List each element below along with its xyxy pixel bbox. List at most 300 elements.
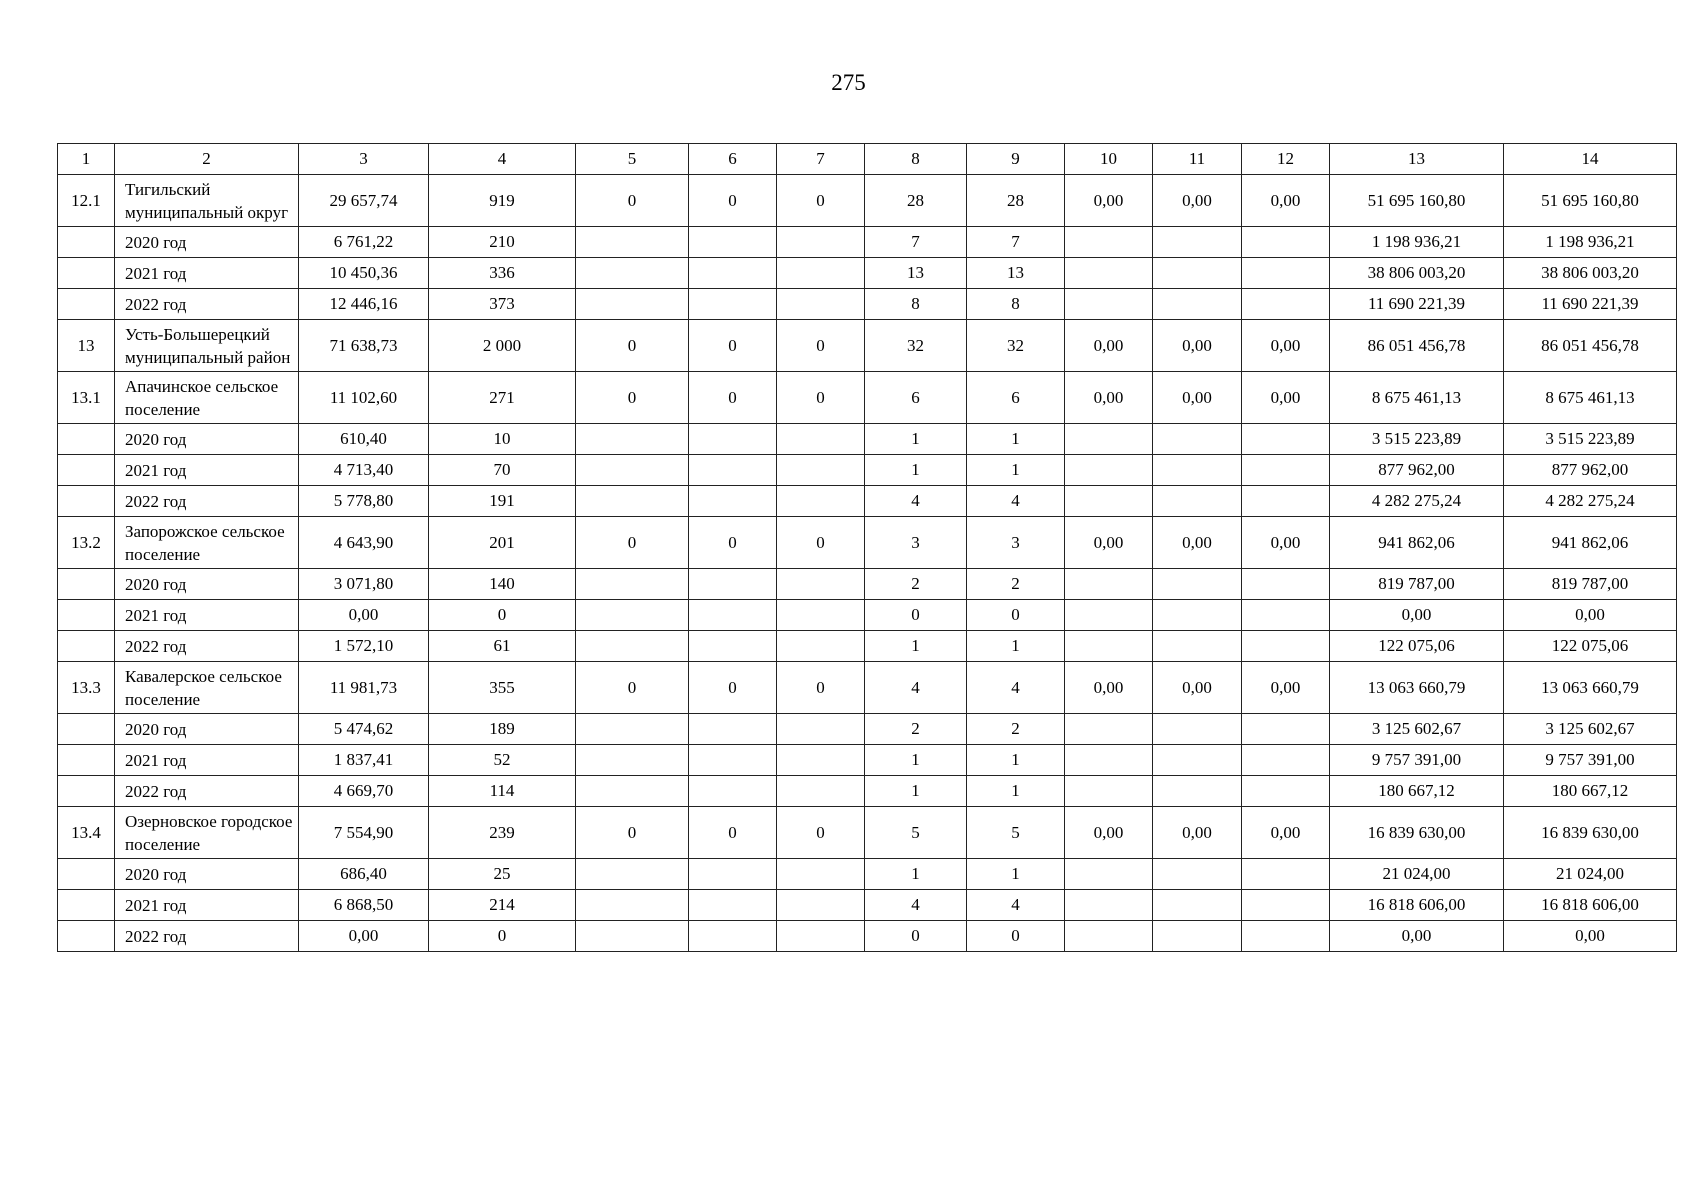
value-cell — [777, 569, 865, 600]
value-cell: 4 — [865, 662, 967, 714]
value-cell: 941 862,06 — [1504, 517, 1677, 569]
value-cell: 239 — [429, 807, 576, 859]
value-cell: 2 — [865, 714, 967, 745]
value-cell — [1153, 714, 1242, 745]
value-cell — [1242, 859, 1330, 890]
value-cell: 21 024,00 — [1504, 859, 1677, 890]
value-cell: 0,00 — [1153, 807, 1242, 859]
value-cell: 9 757 391,00 — [1330, 745, 1504, 776]
value-cell — [777, 631, 865, 662]
value-cell: 0 — [576, 662, 689, 714]
page-number: 275 — [831, 70, 866, 95]
name-cell: 2021 год — [115, 890, 299, 921]
value-cell — [1242, 227, 1330, 258]
column-number-cell: 3 — [299, 144, 429, 175]
row-number-cell — [58, 631, 115, 662]
value-cell: 1 — [967, 776, 1065, 807]
value-cell — [689, 745, 777, 776]
value-cell: 0 — [777, 517, 865, 569]
value-cell — [1065, 714, 1153, 745]
row-number-cell: 13.2 — [58, 517, 115, 569]
value-cell: 4 282 275,24 — [1330, 486, 1504, 517]
value-cell: 0 — [689, 320, 777, 372]
value-cell: 52 — [429, 745, 576, 776]
value-cell: 0,00 — [1065, 175, 1153, 227]
value-cell: 1 572,10 — [299, 631, 429, 662]
name-cell: 2022 год — [115, 486, 299, 517]
value-cell: 0,00 — [1065, 372, 1153, 424]
value-cell: 0,00 — [1065, 517, 1153, 569]
value-cell: 16 818 606,00 — [1504, 890, 1677, 921]
row-number-cell — [58, 776, 115, 807]
value-cell: 51 695 160,80 — [1330, 175, 1504, 227]
value-cell — [576, 258, 689, 289]
value-cell: 0,00 — [1242, 320, 1330, 372]
value-cell: 1 198 936,21 — [1330, 227, 1504, 258]
name-cell: 2022 год — [115, 631, 299, 662]
value-cell — [1065, 569, 1153, 600]
name-cell: 2021 год — [115, 745, 299, 776]
value-cell — [1242, 745, 1330, 776]
value-cell — [689, 890, 777, 921]
value-cell — [1153, 289, 1242, 320]
value-cell: 0,00 — [1153, 662, 1242, 714]
value-cell: 819 787,00 — [1504, 569, 1677, 600]
value-cell: 4 — [865, 890, 967, 921]
value-cell — [689, 600, 777, 631]
value-cell: 61 — [429, 631, 576, 662]
value-cell: 941 862,06 — [1330, 517, 1504, 569]
row-number-cell: 13 — [58, 320, 115, 372]
row-number-cell — [58, 600, 115, 631]
value-cell — [576, 424, 689, 455]
year-row — [58, 455, 1677, 486]
name-cell: Тигильский муниципальный округ — [115, 175, 299, 227]
column-number-cell: 7 — [777, 144, 865, 175]
year-row — [58, 631, 1677, 662]
value-cell: 5 — [865, 807, 967, 859]
value-cell: 180 667,12 — [1330, 776, 1504, 807]
value-cell — [1242, 631, 1330, 662]
value-cell: 2 000 — [429, 320, 576, 372]
column-number-cell: 1 — [58, 144, 115, 175]
value-cell: 0 — [777, 662, 865, 714]
value-cell: 6 761,22 — [299, 227, 429, 258]
value-cell: 0 — [576, 175, 689, 227]
value-cell: 610,40 — [299, 424, 429, 455]
value-cell — [576, 455, 689, 486]
row-number-cell — [58, 714, 115, 745]
value-cell: 0 — [576, 517, 689, 569]
value-cell: 4 — [865, 486, 967, 517]
column-number-cell: 14 — [1504, 144, 1677, 175]
value-cell: 180 667,12 — [1504, 776, 1677, 807]
row-number-cell — [58, 455, 115, 486]
value-cell: 1 — [967, 455, 1065, 486]
value-cell — [689, 569, 777, 600]
name-cell: Кавалерское сельское поселение — [115, 662, 299, 714]
value-cell: 0 — [689, 372, 777, 424]
value-cell: 4 669,70 — [299, 776, 429, 807]
value-cell: 1 — [865, 631, 967, 662]
value-cell: 0 — [865, 921, 967, 952]
value-cell: 2 — [967, 569, 1065, 600]
value-cell — [576, 600, 689, 631]
value-cell: 10 450,36 — [299, 258, 429, 289]
value-cell — [576, 745, 689, 776]
value-cell: 4 — [967, 662, 1065, 714]
value-cell: 2 — [865, 569, 967, 600]
value-cell: 38 806 003,20 — [1504, 258, 1677, 289]
value-cell — [777, 486, 865, 517]
territory-row — [58, 175, 1677, 227]
value-cell — [689, 776, 777, 807]
value-cell: 11 102,60 — [299, 372, 429, 424]
value-cell — [1153, 455, 1242, 486]
value-cell: 32 — [967, 320, 1065, 372]
row-number-cell — [58, 424, 115, 455]
value-cell — [1242, 600, 1330, 631]
value-cell — [1242, 258, 1330, 289]
year-row — [58, 890, 1677, 921]
column-number-cell: 13 — [1330, 144, 1504, 175]
column-number-cell: 12 — [1242, 144, 1330, 175]
value-cell — [1153, 890, 1242, 921]
value-cell: 0,00 — [1242, 807, 1330, 859]
row-number-cell — [58, 289, 115, 320]
row-number-cell: 13.3 — [58, 662, 115, 714]
value-cell: 877 962,00 — [1330, 455, 1504, 486]
value-cell: 21 024,00 — [1330, 859, 1504, 890]
territory-row — [58, 662, 1677, 714]
value-cell: 201 — [429, 517, 576, 569]
name-cell: 2022 год — [115, 921, 299, 952]
value-cell — [777, 424, 865, 455]
name-cell: 2020 год — [115, 227, 299, 258]
territory-row — [58, 320, 1677, 372]
value-cell: 3 125 602,67 — [1330, 714, 1504, 745]
column-number-cell: 4 — [429, 144, 576, 175]
territory-row — [58, 807, 1677, 859]
value-cell — [1065, 289, 1153, 320]
year-row — [58, 486, 1677, 517]
value-cell: 12 446,16 — [299, 289, 429, 320]
value-cell: 0 — [689, 807, 777, 859]
value-cell: 0 — [576, 372, 689, 424]
row-number-cell — [58, 569, 115, 600]
value-cell: 189 — [429, 714, 576, 745]
year-row — [58, 569, 1677, 600]
value-cell: 1 198 936,21 — [1504, 227, 1677, 258]
value-cell: 16 839 630,00 — [1504, 807, 1677, 859]
value-cell: 0 — [576, 320, 689, 372]
value-cell: 1 837,41 — [299, 745, 429, 776]
value-cell: 0,00 — [1504, 600, 1677, 631]
value-cell: 210 — [429, 227, 576, 258]
value-cell — [1153, 631, 1242, 662]
value-cell: 0,00 — [299, 600, 429, 631]
value-cell: 3 515 223,89 — [1504, 424, 1677, 455]
value-cell — [1065, 227, 1153, 258]
value-cell — [1242, 289, 1330, 320]
value-cell — [1153, 745, 1242, 776]
value-cell: 1 — [865, 776, 967, 807]
value-cell: 2 — [967, 714, 1065, 745]
year-row — [58, 859, 1677, 890]
territory-row — [58, 517, 1677, 569]
row-number-cell: 12.1 — [58, 175, 115, 227]
value-cell: 3 515 223,89 — [1330, 424, 1504, 455]
value-cell: 28 — [865, 175, 967, 227]
row-number-cell — [58, 258, 115, 289]
value-cell: 0,00 — [1242, 662, 1330, 714]
value-cell: 140 — [429, 569, 576, 600]
value-cell — [576, 289, 689, 320]
value-cell: 0 — [777, 175, 865, 227]
value-cell: 0 — [689, 175, 777, 227]
value-cell: 122 075,06 — [1330, 631, 1504, 662]
value-cell: 114 — [429, 776, 576, 807]
name-cell: 2020 год — [115, 714, 299, 745]
name-cell: 2020 год — [115, 569, 299, 600]
data-table — [57, 143, 1677, 952]
value-cell: 0,00 — [1504, 921, 1677, 952]
value-cell: 373 — [429, 289, 576, 320]
value-cell — [576, 569, 689, 600]
value-cell: 0 — [777, 320, 865, 372]
value-cell: 0,00 — [1153, 517, 1242, 569]
value-cell: 0 — [429, 921, 576, 952]
value-cell: 191 — [429, 486, 576, 517]
name-cell: 2020 год — [115, 424, 299, 455]
value-cell: 0 — [967, 600, 1065, 631]
value-cell — [777, 455, 865, 486]
value-cell: 3 071,80 — [299, 569, 429, 600]
value-cell — [1242, 776, 1330, 807]
year-row — [58, 227, 1677, 258]
value-cell — [1153, 921, 1242, 952]
year-row — [58, 258, 1677, 289]
value-cell: 51 695 160,80 — [1504, 175, 1677, 227]
value-cell: 0,00 — [1065, 320, 1153, 372]
value-cell — [1153, 776, 1242, 807]
value-cell: 13 063 660,79 — [1330, 662, 1504, 714]
value-cell: 4 — [967, 890, 1065, 921]
value-cell: 0,00 — [1242, 517, 1330, 569]
value-cell — [777, 258, 865, 289]
value-cell — [1242, 569, 1330, 600]
value-cell: 3 — [967, 517, 1065, 569]
value-cell: 214 — [429, 890, 576, 921]
row-number-cell: 13.4 — [58, 807, 115, 859]
value-cell: 0 — [689, 517, 777, 569]
value-cell: 0,00 — [1065, 807, 1153, 859]
value-cell — [1153, 486, 1242, 517]
value-cell: 0 — [865, 600, 967, 631]
value-cell — [1242, 455, 1330, 486]
value-cell: 819 787,00 — [1330, 569, 1504, 600]
value-cell — [777, 776, 865, 807]
column-number-cell: 5 — [576, 144, 689, 175]
year-row — [58, 600, 1677, 631]
value-cell: 0,00 — [1153, 372, 1242, 424]
year-row — [58, 289, 1677, 320]
value-cell: 1 — [865, 455, 967, 486]
row-number-cell — [58, 227, 115, 258]
value-cell: 13 063 660,79 — [1504, 662, 1677, 714]
year-row — [58, 424, 1677, 455]
value-cell — [576, 486, 689, 517]
value-cell: 1 — [865, 859, 967, 890]
value-cell: 3 125 602,67 — [1504, 714, 1677, 745]
value-cell — [689, 714, 777, 745]
value-cell: 0,00 — [1330, 600, 1504, 631]
value-cell — [1153, 424, 1242, 455]
value-cell: 11 981,73 — [299, 662, 429, 714]
value-cell: 122 075,06 — [1504, 631, 1677, 662]
value-cell: 7 — [865, 227, 967, 258]
value-cell: 686,40 — [299, 859, 429, 890]
value-cell: 25 — [429, 859, 576, 890]
value-cell — [1242, 714, 1330, 745]
value-cell — [576, 776, 689, 807]
value-cell: 5 — [967, 807, 1065, 859]
value-cell: 919 — [429, 175, 576, 227]
value-cell: 8 675 461,13 — [1504, 372, 1677, 424]
value-cell — [576, 890, 689, 921]
row-number-cell — [58, 890, 115, 921]
value-cell: 336 — [429, 258, 576, 289]
value-cell — [777, 921, 865, 952]
value-cell — [777, 289, 865, 320]
value-cell: 0,00 — [1065, 662, 1153, 714]
value-cell: 9 757 391,00 — [1504, 745, 1677, 776]
value-cell — [1065, 455, 1153, 486]
value-cell — [1153, 859, 1242, 890]
value-cell: 355 — [429, 662, 576, 714]
value-cell — [689, 258, 777, 289]
column-number-cell: 10 — [1065, 144, 1153, 175]
value-cell — [1065, 859, 1153, 890]
value-cell — [777, 745, 865, 776]
value-cell — [689, 921, 777, 952]
value-cell: 0 — [777, 372, 865, 424]
column-number-cell: 2 — [115, 144, 299, 175]
column-number-cell: 9 — [967, 144, 1065, 175]
name-cell: 2021 год — [115, 455, 299, 486]
name-cell: 2021 год — [115, 258, 299, 289]
value-cell — [689, 289, 777, 320]
value-cell: 71 638,73 — [299, 320, 429, 372]
value-cell: 5 778,80 — [299, 486, 429, 517]
value-cell — [1065, 600, 1153, 631]
value-cell: 4 713,40 — [299, 455, 429, 486]
value-cell: 32 — [865, 320, 967, 372]
value-cell — [576, 227, 689, 258]
value-cell — [1153, 600, 1242, 631]
value-cell — [689, 859, 777, 890]
value-cell: 5 474,62 — [299, 714, 429, 745]
value-cell — [689, 227, 777, 258]
value-cell: 86 051 456,78 — [1504, 320, 1677, 372]
name-cell: 2022 год — [115, 776, 299, 807]
value-cell — [1242, 890, 1330, 921]
row-number-cell — [58, 486, 115, 517]
column-number-cell: 8 — [865, 144, 967, 175]
value-cell: 11 690 221,39 — [1504, 289, 1677, 320]
value-cell — [689, 486, 777, 517]
territory-row — [58, 372, 1677, 424]
value-cell: 1 — [967, 424, 1065, 455]
value-cell: 13 — [967, 258, 1065, 289]
column-number-cell: 11 — [1153, 144, 1242, 175]
name-cell: 2022 год — [115, 289, 299, 320]
value-cell: 0,00 — [1242, 372, 1330, 424]
row-number-cell — [58, 745, 115, 776]
value-cell — [1242, 424, 1330, 455]
value-cell: 1 — [967, 631, 1065, 662]
value-cell: 86 051 456,78 — [1330, 320, 1504, 372]
value-cell — [1153, 569, 1242, 600]
value-cell — [689, 631, 777, 662]
value-cell: 7 554,90 — [299, 807, 429, 859]
year-row — [58, 921, 1677, 952]
value-cell: 0,00 — [1330, 921, 1504, 952]
value-cell — [1065, 921, 1153, 952]
value-cell — [1065, 745, 1153, 776]
value-cell: 70 — [429, 455, 576, 486]
value-cell — [689, 424, 777, 455]
row-number-cell: 13.1 — [58, 372, 115, 424]
value-cell — [1153, 258, 1242, 289]
value-cell: 7 — [967, 227, 1065, 258]
value-cell: 8 — [967, 289, 1065, 320]
value-cell: 13 — [865, 258, 967, 289]
value-cell — [777, 714, 865, 745]
value-cell: 3 — [865, 517, 967, 569]
value-cell: 0,00 — [299, 921, 429, 952]
value-cell: 10 — [429, 424, 576, 455]
value-cell — [1242, 486, 1330, 517]
value-cell: 0 — [429, 600, 576, 631]
column-number-cell: 6 — [689, 144, 777, 175]
name-cell: Усть-Большерецкий муниципальный район — [115, 320, 299, 372]
value-cell: 0 — [689, 662, 777, 714]
value-cell: 0,00 — [1153, 175, 1242, 227]
name-cell: 2021 год — [115, 600, 299, 631]
year-row — [58, 745, 1677, 776]
value-cell: 271 — [429, 372, 576, 424]
value-cell — [1065, 424, 1153, 455]
row-number-cell — [58, 859, 115, 890]
value-cell: 6 — [967, 372, 1065, 424]
value-cell: 11 690 221,39 — [1330, 289, 1504, 320]
value-cell — [576, 631, 689, 662]
value-cell — [1065, 631, 1153, 662]
value-cell — [576, 921, 689, 952]
year-row — [58, 776, 1677, 807]
value-cell: 1 — [865, 745, 967, 776]
value-cell — [777, 227, 865, 258]
value-cell — [1065, 486, 1153, 517]
value-cell — [1065, 890, 1153, 921]
name-cell: 2020 год — [115, 859, 299, 890]
value-cell — [689, 455, 777, 486]
year-row — [58, 714, 1677, 745]
value-cell: 0 — [576, 807, 689, 859]
value-cell — [576, 714, 689, 745]
name-cell: Апачинское сельское поселение — [115, 372, 299, 424]
